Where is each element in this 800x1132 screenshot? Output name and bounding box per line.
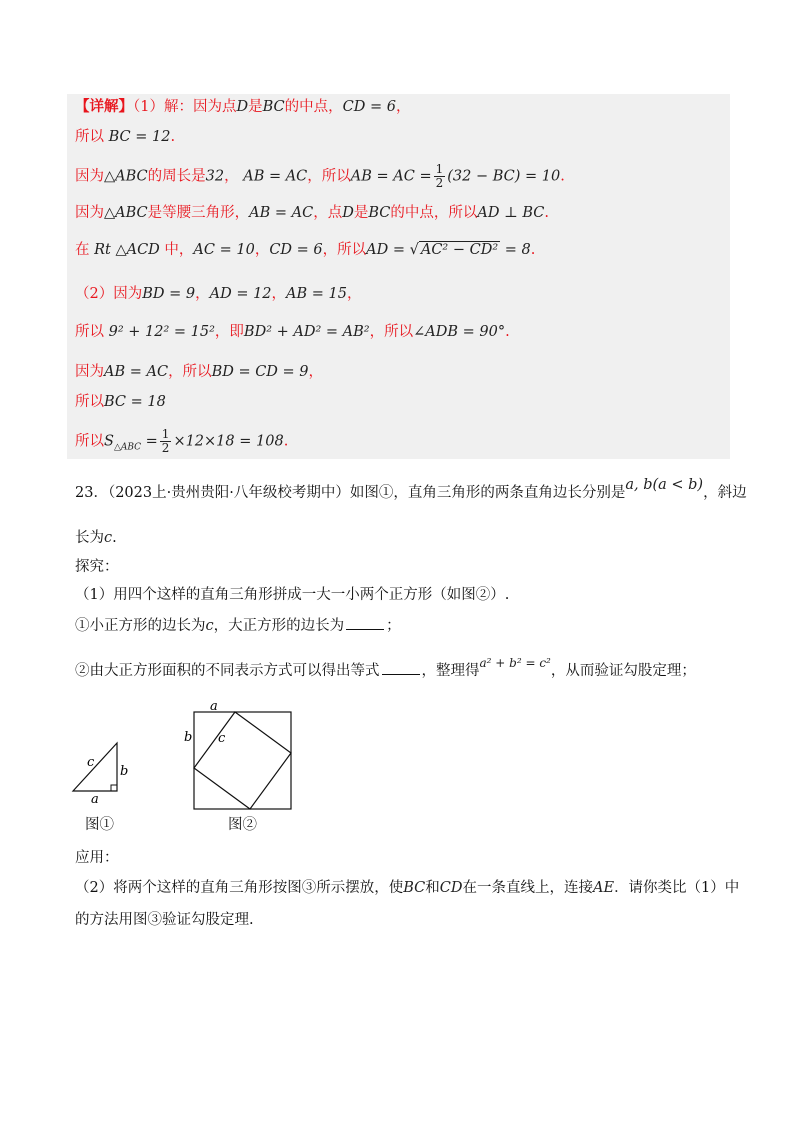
text: 因为 <box>75 364 104 380</box>
answer-blank[interactable] <box>346 615 384 630</box>
solution-line-10 <box>75 428 288 457</box>
text: 在 <box>75 242 90 258</box>
part-2-line-2: 的方法用图③验证勾股定理. <box>75 912 254 928</box>
text: 所以 <box>75 433 104 450</box>
math: CD = 6 <box>342 99 396 115</box>
math: ∠ADB = 90° <box>413 324 506 340</box>
text: （2）因为 <box>75 286 143 302</box>
math: AB = AC <box>243 168 308 185</box>
explore-heading: 探究： <box>75 559 119 575</box>
math: BC <box>368 205 391 221</box>
math: AB = AC <box>104 364 169 380</box>
text: 因为 <box>75 205 104 221</box>
math: AE <box>593 880 615 896</box>
math: CD <box>439 880 463 896</box>
text: 在一条直线上，连接 <box>462 880 593 896</box>
math: AB = AC = <box>350 168 432 185</box>
question-line-1 <box>75 477 747 503</box>
math: c <box>104 530 113 546</box>
text: . <box>530 242 536 258</box>
triangle-shape <box>73 743 117 791</box>
math: BD = 9 <box>142 286 196 302</box>
text: ①小正方形的边长为 <box>75 618 206 634</box>
text: 的周长是 <box>147 168 206 185</box>
text: ， <box>271 286 287 302</box>
math: AD = <box>366 242 405 258</box>
text: . <box>112 530 117 546</box>
text: 因为 <box>75 168 104 185</box>
text: ，点 <box>313 205 343 221</box>
text: ，所以 <box>369 324 414 340</box>
fraction <box>434 163 446 190</box>
text: . <box>544 205 549 221</box>
fraction-numerator: 1 <box>435 162 444 176</box>
subscript: △ABC <box>113 442 142 453</box>
math: BC = 18 <box>104 394 166 410</box>
math: BD = CD = 9 <box>211 364 309 380</box>
fraction-denominator: 2 <box>161 441 170 455</box>
text: ②由大正方形面积的不同表示方式可以得出等式 <box>75 663 380 679</box>
answer-blank[interactable] <box>382 660 420 675</box>
solution-line-1 <box>75 97 410 117</box>
text: 是等腰三角形， <box>147 205 250 221</box>
math: D <box>236 99 249 115</box>
figure-2-squares <box>180 698 300 818</box>
question-line-2 <box>75 528 117 548</box>
text: 所以 <box>75 129 104 145</box>
math: S <box>104 433 114 450</box>
text: . <box>560 168 565 185</box>
text: . <box>505 324 510 340</box>
fig1-label-a: a <box>91 792 99 807</box>
text: ．请你类比（1）中 <box>614 880 740 896</box>
text: 和 <box>425 880 440 896</box>
text: （1）解：因为点 <box>133 99 237 115</box>
solution-line-4 <box>75 203 549 223</box>
text: ， <box>254 242 270 258</box>
solution-line-7 <box>75 322 510 342</box>
figure-2-caption: 图② <box>228 817 257 833</box>
math: = 8 <box>504 242 531 258</box>
text: ， <box>395 99 411 115</box>
math: AD = 12 <box>209 286 272 302</box>
part-1-text: （1）用四个这样的直角三角形拼成一大一小两个正方形（如图②）. <box>75 587 510 603</box>
part-1-item-1 <box>75 615 401 636</box>
math: c <box>205 618 214 634</box>
solution-line-6 <box>75 284 361 304</box>
text: 是 <box>248 99 263 115</box>
fig2-label-c: c <box>218 731 226 746</box>
fig1-label-b: b <box>120 764 129 779</box>
text: ，斜边 <box>703 485 747 501</box>
math: △ABC <box>104 168 148 185</box>
text: ， <box>195 286 210 302</box>
math: BC <box>262 99 285 115</box>
text: 的中点， <box>284 99 343 115</box>
text: ，整理得 <box>421 663 480 679</box>
math: CD = 6 <box>269 242 323 258</box>
math: BC = 12 <box>108 129 171 145</box>
text: . <box>283 433 289 450</box>
text: 的中点，所以 <box>390 205 478 221</box>
solution-line-3 <box>75 163 565 190</box>
figure-1-caption: 图① <box>85 817 114 833</box>
square-root: √ AC² − CD² <box>409 242 499 258</box>
math: 9² + 12² = 15² <box>108 324 215 340</box>
part-2-line-1 <box>75 878 739 898</box>
solution-line-5 <box>75 240 535 260</box>
text: ， <box>346 286 362 302</box>
right-angle-mark <box>111 785 117 791</box>
math: AD ⊥ BC <box>477 205 545 221</box>
math: BC <box>403 880 426 896</box>
fraction-denominator: 2 <box>435 176 444 190</box>
math: Rt △ACD <box>94 242 160 258</box>
apply-heading: 应用： <box>75 850 119 866</box>
text: （2）将两个这样的直角三角形按图③所示摆放，使 <box>75 880 404 896</box>
math: ×12×18 = 108 <box>173 433 284 450</box>
text: ，大正方形的边长为 <box>213 618 345 634</box>
solution-line-9 <box>75 392 166 412</box>
text: ， <box>308 364 324 380</box>
text: 23．（2023上·贵州贵阳·八年级校考期中）如图①，直角三角形的两条直角边长分别是 <box>75 485 626 501</box>
text: 所以 <box>75 394 104 410</box>
math: AC = 10 <box>193 242 255 258</box>
math: = <box>145 433 158 450</box>
text: ，所以 <box>322 242 367 258</box>
text: ，所以 <box>168 364 212 380</box>
text: ； <box>386 618 401 634</box>
small-square <box>194 712 291 809</box>
math: (32 − BC) = 10 <box>447 168 561 185</box>
math: AB = AC <box>249 205 314 221</box>
math: D <box>342 205 354 221</box>
fraction <box>160 428 172 455</box>
large-square <box>194 712 291 809</box>
radicand: AC² − CD² <box>420 242 499 258</box>
fig2-label-a: a <box>210 699 218 714</box>
solution-line-8 <box>75 362 323 382</box>
text: ，所以 <box>307 168 351 185</box>
math: a² + b² = c² <box>479 656 551 670</box>
math: AB = 15 <box>286 286 347 302</box>
text: 长为 <box>75 530 104 546</box>
math: △ABC <box>104 205 148 221</box>
fig2-label-b: b <box>184 730 193 745</box>
text: ，即 <box>214 324 244 340</box>
part-1-item-2 <box>75 656 696 681</box>
solution-line-2 <box>75 127 175 147</box>
solution-box <box>67 94 730 459</box>
text: 所以 <box>75 324 104 340</box>
math: a, b(a < b) <box>625 477 704 493</box>
text: ，从而验证勾股定理； <box>550 663 696 679</box>
math: BD² + AD² = AB² <box>243 324 370 340</box>
text: 是 <box>353 205 369 221</box>
text: 中， <box>164 242 194 258</box>
text: ， <box>224 168 239 185</box>
text: . <box>170 129 176 145</box>
solution-tag: 【详解】 <box>75 98 133 115</box>
math: 32 <box>205 168 225 185</box>
fraction-numerator: 1 <box>161 427 170 441</box>
fig1-label-c: c <box>87 755 95 770</box>
